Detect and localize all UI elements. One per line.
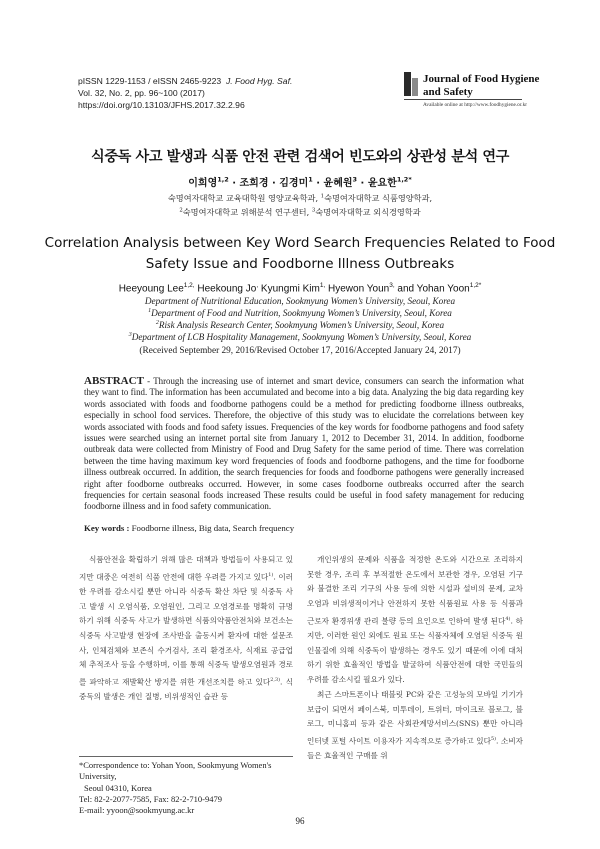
english-affiliation: Department of Nutritional Education, Sookmyung Women’s University, Seoul, Korea: [144, 296, 456, 306]
journal-abbreviation: J. Food Hyg. Saf.: [225, 76, 293, 86]
english-authors: Heeyoung Lee$^{1,2,}$ Heekoung Jo, Kyungmi Kim$^{1,}$ Hyewon Youn$^{3,}$ and Yohan Yoon$^{1,2*}$: [118, 282, 482, 295]
abstract: [84, 376, 524, 513]
keywords: [84, 523, 294, 533]
journal-header-info: [78, 75, 292, 111]
keywords-label: Key words :: [84, 523, 130, 533]
footnote-divider: [79, 756, 293, 757]
doi-link[interactable]: https://doi.org/10.13103/JFHS.2017.32.2.96: [78, 100, 245, 110]
body-paragraph: 개인위생의 문제와 식품을 적정한 온도와 시간으로 조리하지 못한 경우, 조리 후 부적절한 온도에서 보관한 경우, 오염된 기구와 불결한 조리 기구의 사용 등에 의한 시설과 설비의 문제, 교차오염과 비위생적이거나 안전하지 못한 식품원료 사용 등 식품과 근로자 환경위생 관리 불량 등의 요인으로 인하여 발생 된다$^{4)}$. 하지만, 이러한 원인 외에도 원료 또는 식품자체에 오염된 식중독 원인물질에 의해 식중독이 발생하는 경우도 있기 때문에 이에 대처하기 위한 효율적인 방법을 발굴하여 식품안전에 대한 국민들의 우려를 감소시킬 필요가 있다.: [307, 555, 523, 685]
page-number: 96: [295, 816, 305, 826]
keywords-text: Foodborne illness, Big data, Search frequency: [129, 523, 295, 533]
korean-affiliation-1: 숙명여자대학교 교육대학원 영양교육학과, $^1$숙명여자대학교 식품영양학과,: [167, 193, 433, 203]
english-affiliation: $^1$Department of Food and Nutrition, Sookmyung Women’s University, Seoul, Korea: [148, 308, 452, 319]
journal-logo-icon: [404, 72, 418, 96]
issn: pISSN 1229-1153 / eISSN 2465-9223: [78, 76, 222, 86]
english-affiliation: $^2$Risk Analysis Research Center, Sookmyung Women’s University, Seoul, Korea: [155, 320, 445, 331]
email-link[interactable]: E-mail: yyoon@sookmyung.ac.kr: [79, 805, 195, 816]
body-column-left: [79, 553, 293, 705]
volume-info: Vol. 32, No. 2, pp. 96~100 (2017): [78, 88, 205, 98]
journal-url[interactable]: Available online at http://www.foodhygiene.or.kr: [423, 102, 527, 108]
received-dates: (Received September 29, 2016/Revised October 17, 2016/Accepted January 24, 2017): [139, 346, 461, 356]
english-title: Correlation Analysis between Key Word Search Frequencies Related to Food Safety Issue and Foodborne Illness Outbreaks: [44, 235, 556, 272]
header-divider: [404, 99, 522, 100]
abstract-label: ABSTRACT: [84, 375, 144, 387]
korean-title: 식중독 사고 발생과 식품 안전 관련 검색어 빈도와의 상관성 분석 연구: [91, 149, 509, 165]
english-affiliation: $^3$Department of LCB Hospitality Management, Sookmyung Women’s University, Seoul, Korea: [128, 332, 472, 343]
body-paragraph: 최근 스마트폰이나 태블릿 PC와 같은 고성능의 모바일 기기가 보급이 되면서 페이스북, 미투데이, 트위터, 마이크로 블로그, 블로그, 미니홈피 등과 같은 사회관계망서비스(SNS) 뿐만 아니라 인터넷 포털 사이트 이용자가 지속적으로 증가하고 있다$^{5)}$. 소비자들은 효율적인 구매를 위: [307, 689, 523, 761]
body-column-right: [307, 553, 523, 764]
journal-name: Journal of Food Hygiene and Safety: [423, 73, 540, 98]
correspondence-footnote: *Correspondence to: Yohan Yoon, Sookmyung Women's University, Seoul 04310, Korea Tel: 82-2-2077-7585, Fax: 82-2-710-9479 E-mail: yyoon@sookmyung.ac.kr: [79, 760, 309, 816]
abstract-text: - Through the increasing use of internet and smart device, consumers can search the information what they want to find. The information has been accumulated and become into a big data. Analyzing the big data regarding key words associated with foods and foodborne pathogens could be a method for predicting foodborne illness outbreaks, especially in school food services. Therefore, the objective of this study was to elucidate the correlations between key words associated with foods and food safety issues. Frequencies of the key words for foodborne pathogens and food safety issues were searched using an internet portal site from January 1, 2012 to December 31, 2014. In addition, foodborne outbreak data were collected from Ministry of Food and Drug Safety for the same period of time. There was correlation between the time having maximum key word frequencies of foods and foodborne pathogens, and the time for foodborne illness outbreak occurred. In addition, the search frequencies for foods and foodborne pathogens were generally increased right after foodborne outbreaks occurred. However, in some cases foodborne outbreaks occurred after the search frequencies for certain seasonal foods increased These results could be useful in food safety management for reducing foodborne illness and in food safety communication.: [84, 376, 524, 512]
korean-authors: 이희영$^{1,2}$ · 조희경 · 김경미$^1$ · 윤혜원$^3$ · 윤요한$^{1,2*}$: [188, 175, 412, 189]
body-paragraph: 식품안전을 확립하기 위해 많은 대책과 방법들이 사용되고 있지만 대중은 여전히 식품 안전에 대한 우려를 가지고 있다$^{1)}$. 이러한 우려를 감소시킬 뿐만 아니라 식중독 확산 차단 및 식중독 사고 발생 시 오염식품, 오염원인, 그리고 오염경로를 명확히 규명하기 위해 식중독 사고가 발생하면 식품의약품안전처와 보건소는 식중독 사고발생 현장에 조사반을 출동시켜 환자에 대한 설문조사, 인체검체와 보존식 수거검사, 조리 환경조사, 식재료 공급업체 추적조사 등을 수행하며, 이를 통해 식중독 발생오염원과 경로를 파악하고 재발확산 방지를 위한 개선조치를 하고 있다$^{2,3)}$. 식중독의 발생은 개인 질병, 비위생적인 습관 등: [79, 555, 293, 702]
korean-affiliation-2: $^2$숙명여자대학교 위해분석 연구센터, $^3$숙명여자대학교 외식경영학과: [179, 207, 421, 217]
